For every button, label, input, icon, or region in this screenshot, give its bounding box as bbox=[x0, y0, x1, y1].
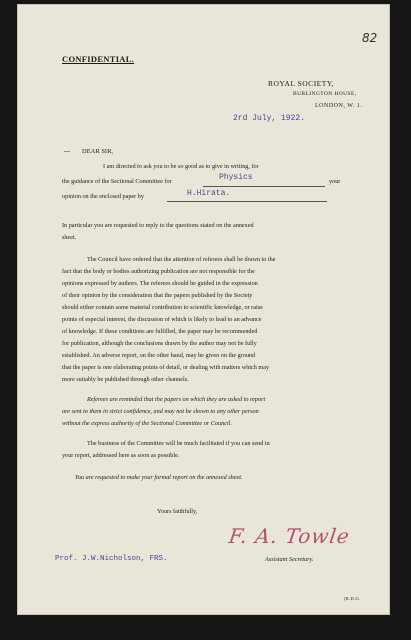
committee-underline bbox=[203, 186, 325, 187]
para2-line2: sheet. bbox=[62, 234, 77, 241]
para5-line2: your report, addressed here as soon as possible. bbox=[62, 452, 180, 459]
para2-line1: In particular you are requested to reply to the questions stated on the annexed bbox=[62, 222, 254, 229]
para4-line: are sent to them in strict confidence, and may not be shown to any other person bbox=[62, 408, 259, 415]
para3-line: established. An adverse report, on the other hand, may be given on the ground bbox=[62, 352, 256, 359]
committee-name: Physics bbox=[219, 173, 253, 182]
para3-line: of knowledge. If these conditions are fulfilled, the paper may be recommended bbox=[62, 328, 258, 335]
para4-line: without the express authority of the Sectional Committee or Council. bbox=[62, 420, 232, 427]
para3-line: fact that the body or bodies authorizing publication are not responsible for the bbox=[62, 268, 255, 275]
signature: F. A. Towle bbox=[227, 524, 352, 548]
letterhead-org: ROYAL SOCIETY, bbox=[268, 79, 335, 88]
confidential-heading: CONFIDENTIAL. bbox=[62, 54, 135, 64]
author-underline bbox=[167, 201, 327, 202]
para1-line3: opinion on the enclosed paper by bbox=[62, 193, 144, 200]
letter-sheet bbox=[17, 4, 390, 615]
author-name: H.Hirata. bbox=[187, 189, 231, 198]
para3-line: The Council have ordered that the attention of referees shall be drawn to the bbox=[87, 256, 276, 263]
para3-line: of their opinion by the consideration that the papers published by the Society bbox=[62, 292, 253, 299]
para3-line: should either contain some material contribution to scientific knowledge, or raise bbox=[62, 304, 263, 311]
para5-line1: The business of the Committee will be much facilitated if you can send in bbox=[87, 440, 270, 447]
letter-date: 2rd July, 1922. bbox=[233, 114, 306, 123]
para3-line: opinions expressed by authors. The referees should be guided in the expression bbox=[62, 280, 258, 287]
para3-line: for publication, although the conclusions drawn by the author may not be fully bbox=[62, 340, 257, 347]
para3-line: points of especial interest, the discussion of which is likely to lead to an advance bbox=[62, 316, 262, 323]
para1-line2: the guidance of the Sectional Committee for bbox=[62, 178, 172, 185]
para6-line: You are requested to make your formal report on the annexed sheet. bbox=[75, 474, 243, 481]
letterhead-address-1: BURLINGTON HOUSE, bbox=[293, 91, 357, 97]
para1-line1: I am directed to ask you to be so good as to give in writing, for bbox=[103, 163, 259, 170]
para3-line: more suitably be published through other channels. bbox=[62, 376, 189, 383]
para1-your: your bbox=[329, 178, 341, 185]
letterhead-address-2: LONDON, W. 1. bbox=[315, 103, 363, 109]
pencil-mark bbox=[64, 151, 70, 152]
page-number: 82 bbox=[362, 31, 378, 45]
para4-line: Referees are reminded that the papers on which they are asked to report bbox=[87, 396, 266, 403]
recipient-line: Prof. J.W.Nicholson, FRS. bbox=[55, 555, 168, 563]
salutation: DEAR SIR, bbox=[82, 148, 114, 155]
printer-code: [R.D.G. bbox=[344, 596, 361, 601]
para3-line: that the paper is one elaborating points of detail, or dealing with matters which may bbox=[62, 364, 270, 371]
signatory-title: Assistant Secretary. bbox=[265, 556, 314, 563]
closing: Yours faithfully, bbox=[157, 508, 198, 515]
